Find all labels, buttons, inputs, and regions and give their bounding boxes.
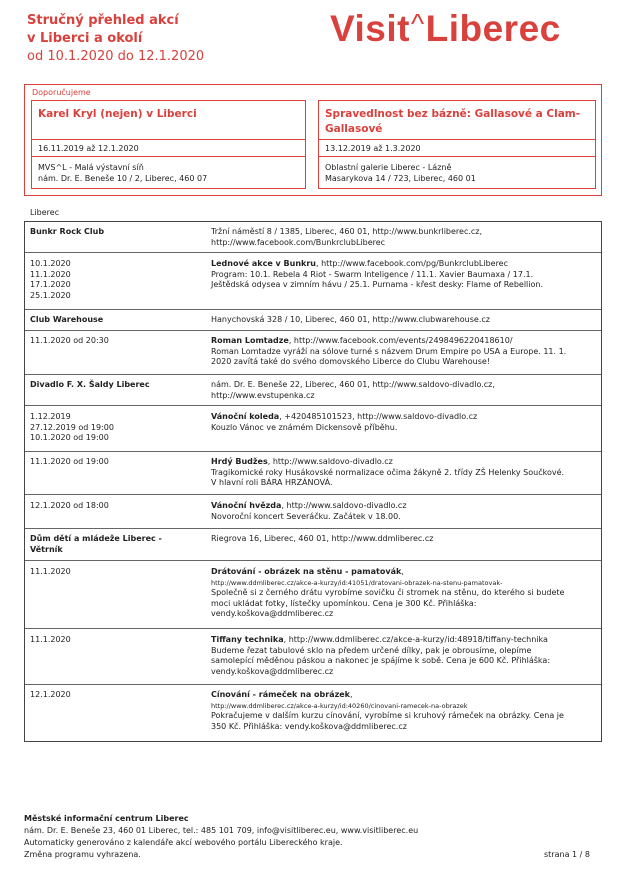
- event-detail: [211, 457, 596, 489]
- event-detail: [211, 501, 596, 522]
- address-line: nám. Dr. E. Beneše 22, Liberec, 460 01, http://www.saldovo-divadlo.cz,: [211, 380, 495, 389]
- logo-word: Visit: [330, 8, 410, 49]
- recommended-venue: [38, 162, 207, 184]
- event-link: ,: [401, 567, 404, 576]
- event-title[interactable]: Lednové akce v Bunkru: [211, 259, 316, 268]
- logo-caret: ^: [410, 8, 425, 39]
- event-title[interactable]: Vánoční koleda: [211, 412, 280, 421]
- address-line: Hanychovská 328 / 10, Liberec, 460 01, http://www.clubwarehouse.cz: [211, 315, 490, 324]
- address-line: Riegrova 16, Liberec, 460 01, http://www.ddmliberec.cz: [211, 534, 434, 543]
- event-description: samolepící měděnou páskou a nakonec je spájíme k sobě. Cena je 600 Kč. Přihláška:: [211, 656, 551, 665]
- event-detail: [211, 635, 596, 677]
- venue-address: [211, 534, 596, 545]
- divider: [25, 405, 601, 406]
- venue-address: [211, 315, 596, 326]
- event-description: Novoroční koncert Severáčku. Začátek v 18.00.: [211, 511, 401, 521]
- recommended-item: [318, 100, 596, 189]
- event-date: 17.1.2020: [30, 280, 71, 289]
- footer-note: Změna programu vyhrazena.: [24, 850, 141, 859]
- event-dates: [30, 690, 200, 701]
- event-dates: [30, 567, 200, 578]
- event-description: vendy.koškova@ddmliberec.cz: [211, 609, 334, 618]
- event-title[interactable]: Vánoční hvězda: [211, 501, 282, 510]
- event-title[interactable]: Drátování - obrázek na stěnu - pamatovák: [211, 567, 402, 576]
- divider: [32, 156, 305, 157]
- footer-note: Automaticky generováno z kalendáře akcí webového portálu Libereckého kraje.: [24, 838, 343, 847]
- event-link[interactable]: , +420485101523, http://www.saldovo-divadlo.cz: [279, 412, 478, 421]
- logo-word: Liberec: [425, 8, 561, 49]
- event-link: ,: [349, 690, 353, 699]
- venue-name: Bunkr Rock Club: [30, 227, 105, 236]
- date-range: od 10.1.2020 do 12.1.2020: [27, 49, 205, 64]
- divider: [25, 309, 601, 310]
- event-dates: [30, 501, 200, 512]
- event-link[interactable]: , http://www.saldovo-divadlo.cz: [281, 501, 407, 510]
- event-description: vendy.koškova@ddmliberec.cz: [211, 666, 334, 676]
- event-description: Tragikomické roky Husákovské normalizace očima žákyně 2. třídy ZŠ Helenky Součkové.: [211, 467, 565, 477]
- event-description: 350 Kč. Přihláška: vendy.koškova@ddmliberec.cz: [211, 721, 407, 731]
- event-date: 1.12.2019: [30, 412, 71, 421]
- event-date: 11.1.2020 od 20:30: [30, 336, 109, 345]
- event-link[interactable]: , http://www.facebook.com/events/2498496220418610/: [288, 336, 513, 345]
- city-heading: Liberec: [30, 208, 60, 217]
- event-link[interactable]: , http://www.facebook.com/pg/BunkrclubLiberec: [316, 259, 509, 268]
- event-link[interactable]: http://www.ddmliberec.cz/akce-a-kurzy/id:41051/dratovani-obrazek-na-stenu-pamatovak-: [211, 578, 503, 587]
- event-detail: [211, 567, 596, 620]
- event-detail: [211, 412, 596, 433]
- event-detail: [211, 259, 596, 291]
- venue-name: Oblastní galerie Liberec - Lázně: [325, 163, 452, 172]
- event-description: moci ukládat fotky, lístečky upomínkou. Cena je 300 Kč. Přihláška:: [211, 598, 477, 608]
- venue-name: MVS^L - Malá výstavní síň: [38, 163, 144, 172]
- event-description: Ještědská odysea v zimním hávu / 25.1. Purnama - křest desky: Flame of Rebellion.: [211, 280, 544, 289]
- event-title[interactable]: Tiffany technika: [211, 635, 284, 644]
- event-link[interactable]: http://www.ddmliberec.cz/akce-a-kurzy/id:40260/cinovani-ramecek-na-obrazek: [211, 701, 468, 710]
- event-dates: [30, 457, 200, 468]
- event-date: 11.1.2020: [30, 269, 71, 279]
- footer-org: Městské informační centrum Liberec: [24, 814, 189, 823]
- event-link[interactable]: , http://www.saldovo-divadlo.cz: [267, 457, 393, 466]
- event-date: 12.1.2020 od 18:00: [30, 501, 109, 510]
- event-description: V hlavní roli BÁRA HRZÁNOVÁ.: [211, 478, 333, 487]
- divider: [25, 330, 601, 331]
- divider: [25, 494, 601, 495]
- event-dates: [30, 635, 200, 646]
- venue-name: Club Warehouse: [30, 315, 104, 324]
- recommended-dates: 13.12.2019 až 1.3.2020: [325, 144, 421, 153]
- event-title[interactable]: Cínování - rámeček na obrázek: [211, 690, 350, 699]
- recommended-item: [31, 100, 306, 189]
- event-detail: [211, 336, 596, 368]
- event-date: 11.1.2020 od 19:00: [30, 457, 109, 466]
- recommended-venue: [325, 162, 476, 184]
- title-line: Stručný přehled akcí: [27, 13, 179, 28]
- address-line: http://www.evstupenka.cz: [211, 390, 315, 400]
- divider: [319, 139, 595, 140]
- event-date: 11.1.2020: [30, 635, 71, 644]
- divider: [25, 560, 601, 561]
- venue-name: [30, 534, 200, 555]
- event-description: Společně si z černého drátu vyrobíme sovičku či stromek na stěnu, do kterého si budete: [211, 588, 565, 597]
- visit-liberec-logo: [330, 8, 561, 50]
- event-date: 10.1.2020 od 19:00: [30, 433, 109, 442]
- events-table: [24, 221, 602, 742]
- divider: [25, 252, 601, 253]
- recommended-title[interactable]: Spravedlnost bez bázně: Gallasové a Clam-Gallasové: [325, 108, 581, 135]
- address-line: Tržní náměstí 8 / 1385, Liberec, 460 01, http://www.bunkrliberec.cz,: [211, 227, 483, 236]
- recommended-dates: 16.11.2019 až 12.1.2020: [38, 144, 139, 153]
- event-date: 25.1.2020: [30, 290, 71, 300]
- event-date: 11.1.2020: [30, 567, 71, 576]
- recommended-label: Doporučujeme: [32, 88, 91, 97]
- event-description: Program: 10.1. Rebela 4 Riot - Swarm Inteligence / 11.1. Xavier Baumaxa / 17.1.: [211, 269, 534, 279]
- footer-contact: nám. Dr. E. Beneše 23, 460 01 Liberec, tel.: 485 101 709, info@visitliberec.eu, www.visitliberec.eu: [24, 826, 419, 835]
- event-date: 10.1.2020: [30, 259, 71, 268]
- event-description: Pokračujeme v dalším kurzu cínování, vyrobíme si kruhový rámeček na obrázky. Cena je: [211, 711, 564, 720]
- divider: [25, 684, 601, 685]
- footer: [24, 813, 418, 861]
- event-title[interactable]: Roman Lomtadze: [211, 336, 289, 345]
- venue-address: Masarykova 14 / 723, Liberec, 460 01: [325, 174, 476, 183]
- divider: [25, 528, 601, 529]
- page-number: strana 1 / 8: [544, 850, 590, 859]
- event-date: 27.12.2019 od 19:00: [30, 422, 114, 432]
- event-description: Roman Lomtadze vyráží na sólove turné s názvem Drum Empire po USA a Europe. 11. 1.: [211, 346, 567, 356]
- event-date: 12.1.2020: [30, 690, 71, 699]
- venue-name-line: Dům dětí a mládeže Liberec -: [30, 534, 162, 543]
- event-link[interactable]: , http://www.ddmliberec.cz/akce-a-kurzy/id:48918/tiffany-technika: [283, 635, 548, 644]
- recommended-title[interactable]: Karel Kryl (nejen) v Liberci: [38, 108, 197, 120]
- venue-address: [211, 227, 596, 248]
- venue-address: nám. Dr. E. Beneše 10 / 2, Liberec, 460 07: [38, 174, 208, 183]
- document-title: [27, 12, 204, 66]
- recommended-section: [24, 84, 602, 196]
- divider: [32, 139, 305, 140]
- event-detail: [211, 690, 596, 732]
- title-line: v Liberci a okolí: [27, 31, 143, 46]
- divider: [25, 451, 601, 452]
- venue-name-line: Větrník: [30, 544, 63, 554]
- divider: [319, 156, 595, 157]
- event-description: Kouzlo Vánoc ve známém Dickensově příběhu.: [211, 422, 398, 432]
- address-line: http://www.facebook.com/BunkrclubLiberec: [211, 237, 386, 247]
- event-description: 2020 zavítá také do svého domovského Liberce do Clubu Warehouse!: [211, 357, 490, 366]
- event-description: Budeme řezat tabulové sklo na předem určené dílky, pak je obrousíme, olepíme: [211, 645, 532, 655]
- event-title[interactable]: Hrdý Budžes: [211, 457, 268, 466]
- venue-address: [211, 380, 596, 401]
- event-dates: [30, 336, 200, 347]
- venue-name: Divadlo F. X. Šaldy Liberec: [30, 380, 150, 389]
- divider: [25, 374, 601, 375]
- divider: [25, 628, 601, 629]
- event-dates: [30, 259, 200, 301]
- event-dates: [30, 412, 200, 444]
